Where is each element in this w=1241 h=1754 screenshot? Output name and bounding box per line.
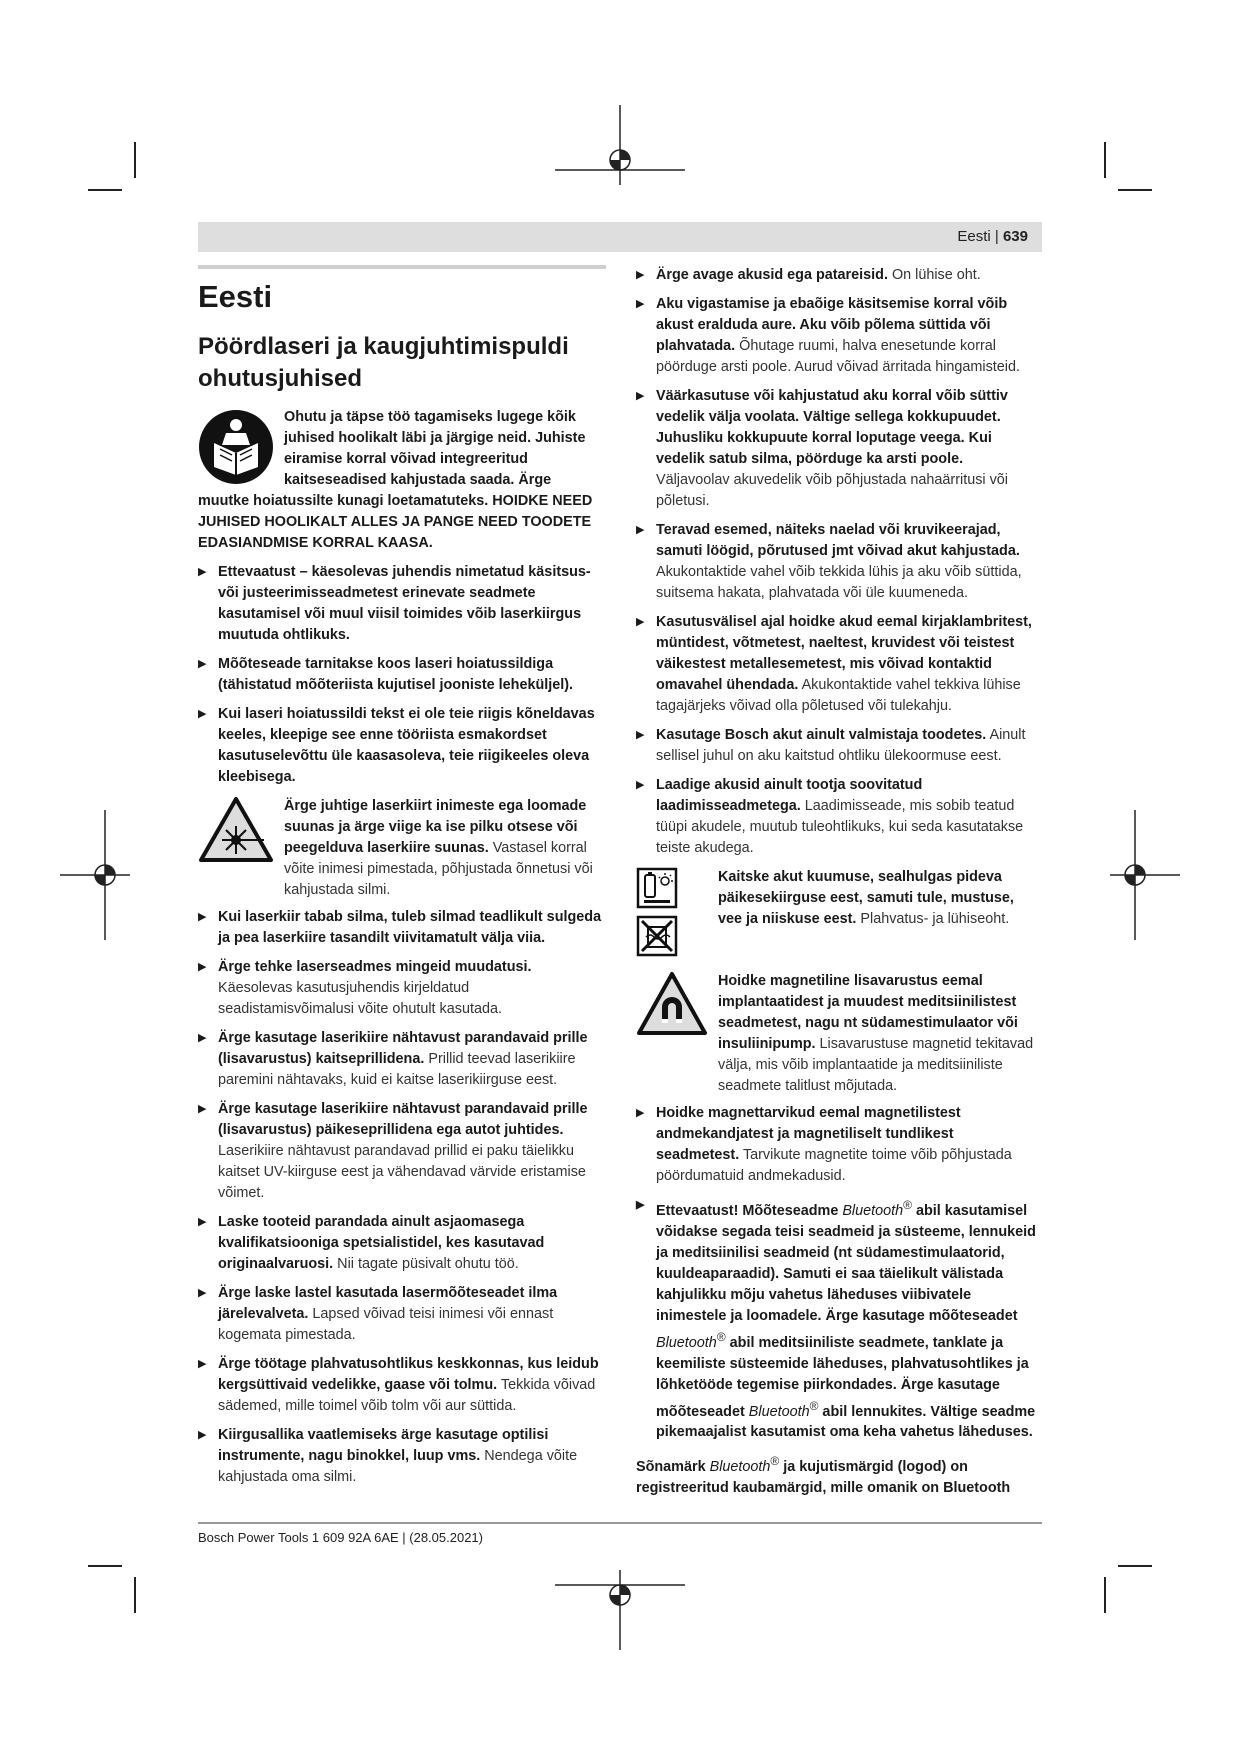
item-bold: Kui laserkiir tabab silma, tuleb silmad teadlikult sulgeda ja pea laserkiire tasandilt viivitamatult välja viia. (218, 909, 602, 946)
list-item (198, 1283, 606, 1346)
item-normal: Õhutage ruumi, halva enesetunde korral pöörduge arsti poole. Aurud võivad ärritada hingamisteid. (656, 338, 1020, 375)
intro-block (198, 407, 606, 554)
crop-mark (1104, 1577, 1106, 1613)
list-item (636, 386, 1040, 512)
item-bold: Kiirgusallika vaatlemiseks ärge kasutage optilisi instrumente, nagu binokkel, luup vms. (218, 1427, 549, 1464)
bt-text-1: Ettevaatust! Mõõteseadme (656, 1202, 843, 1219)
item-bold: Ärge töötage plahvatusohtlikus keskkonnas, kus leidub kergsüttivaid vedelikke, gaase või tolmu. (218, 1356, 599, 1393)
heat-warning-block (636, 867, 1040, 957)
bluetooth-term: Bluetooth (842, 1202, 904, 1219)
item-normal: Nii tagate püsivalt ohutu töö. (333, 1256, 519, 1272)
bullet-triangle-icon: ▶ (198, 1216, 207, 1228)
crop-mark (88, 1565, 122, 1567)
trademark-text (636, 1451, 1040, 1499)
bullet-triangle-icon: ▶ (636, 779, 645, 791)
item-normal: Akukontaktide vahel võib tekkida lühis ja aku võib süttida, suitsema hakata, plahvatada või üle kuumeneda. (656, 564, 1022, 601)
bullet-triangle-icon: ▶ (636, 729, 645, 741)
header-language: Eesti (957, 228, 991, 245)
left-column (198, 265, 606, 1496)
item-normal: Käesolevas kasutusjuhendis kirjeldatud seadistamisvõimalusi võite ohutult kasutada. (218, 980, 502, 1017)
bullet-triangle-icon: ▶ (636, 1199, 645, 1211)
item-normal: Laadimisseade, mis sobib teatud tüüpi akudele, muutub tuleohtlikuks, kui seda kasutatakse teiste akudega. (656, 798, 1024, 856)
item-bold: Mõõteseade tarnitakse koos laseri hoiatussildiga (tähistatud mõõteriista kujutisel jooniste leheküljel). (218, 656, 574, 693)
item-bold: Kasutage Bosch akut ainult valmistaja toodetes. (656, 727, 987, 743)
item-normal: Väljavoolav akuvedelik võib põhjustada nahaärritusi või põletusi. (656, 472, 1008, 509)
reg-sign: ® (716, 1329, 726, 1344)
bt-text-4: abil lennukites. Vältige seadme pikemaajalist kasutamist oma keha vahetus läheduses. (656, 1403, 1036, 1441)
item-normal: Laserikiire nähtavust parandavad prillid ei paku täielikku kaitset UV-kiirguse eest ja vähendavad värvide eristamise võimet. (218, 1143, 586, 1201)
list-item (198, 907, 606, 949)
bullet-triangle-icon: ▶ (636, 1107, 645, 1119)
bullet-triangle-icon: ▶ (198, 566, 207, 578)
laser-warning-icon (198, 796, 274, 864)
item-bold: Ärge kasutage laserikiire nähtavust parandavaid prille (lisavarustus) päikeseprillidena ega autot juhtides. (218, 1101, 588, 1138)
list-item (198, 1425, 606, 1488)
item-bold: Ettevaatust – käesolevas juhendis nimetatud käsitsus- või justeerimisseadmetest erinevate seadmete kasutamisel või muul viisil toimides võib laserkiirgus muutuda ohtlikuks. (218, 564, 591, 643)
crop-mark (1118, 1565, 1152, 1567)
bullet-triangle-icon: ▶ (636, 269, 645, 281)
list-item (198, 562, 606, 646)
magnet-warning-normal: Lisavarustuse magnetid tekitavad välja, mis võib implantaatide ja meditsiiniliste seadmete talitlust mõjutada. (718, 1036, 1034, 1094)
laser-warning-block (198, 796, 606, 901)
bullet-triangle-icon: ▶ (198, 1358, 207, 1370)
bluetooth-warning-item (636, 1195, 1040, 1443)
page-number: 639 (1002, 228, 1028, 245)
bluetooth-term: Bluetooth (709, 1459, 771, 1476)
wordmark-text-1: Sõnamärk (636, 1459, 710, 1476)
list-item (636, 725, 1040, 767)
reg-sign: ® (770, 1454, 780, 1469)
registration-mark-icon (1110, 810, 1180, 940)
footer-text: Bosch Power Tools 1 609 92A 6AE | (28.05.2021) (198, 1530, 483, 1545)
no-water-icon (636, 915, 678, 957)
list-item (198, 957, 606, 1020)
laser-warning-bold: Ärge juhtige laserkiirt inimeste ega loomade suunas ja ärge viige ka ise pilku otsese või peegelduva laserkiire suunas. (284, 798, 587, 856)
crop-mark (1118, 189, 1152, 191)
item-normal: Akukontaktide vahel tekkiva lühise tagajärjeks võivad olla põletused või tulekahju. (656, 677, 1021, 714)
bullet-triangle-icon: ▶ (198, 708, 207, 720)
list-item (198, 1099, 606, 1204)
page-header (198, 222, 1042, 252)
registration-mark-icon (550, 1570, 690, 1650)
section-title: Eesti (198, 279, 273, 314)
item-bold: Laske tooteid parandada ainult asjaomasega kvalifikatsiooniga spetsialistidel, kes kasutavad originaalvaruosi. (218, 1214, 545, 1272)
item-bold: Ärge avage akusid ega patareisid. (656, 267, 888, 283)
item-normal: Prillid teevad laserikiire paremini nähtavaks, kuid ei kaitse laserikiirguse eest. (218, 1051, 576, 1088)
magnet-warning-bold: Hoidke magnetiline lisavarustus eemal implantaatidest ja muudest meditsiinilistest seadmetest, nagu nt südamestimulaator või insuliinipump. (718, 973, 1018, 1052)
magnet-warning-text (718, 971, 1040, 1097)
right-column (636, 265, 1040, 1499)
intro-text: Ohutu ja täpse töö tagamiseks lugege kõik juhised hoolikalt läbi ja järgige neid. Juhiste eiramise korral võivad integreeritud kaitseseadised kahjustada saada. Ärge muutke hoiatussilte kunagi loetamatuteks. HOIDKE NEED JUHISED HOOLIKALT ALLES JA PANGE NEED TOODETE EDASIANDMISE KORRAL KAASA. (198, 409, 593, 551)
laser-warning-normal: Vastasel korral võite inimesi pimestada, põhjustada õnnetusi või kahjustada silmi. (284, 840, 593, 898)
bullet-triangle-icon: ▶ (636, 616, 645, 628)
item-bold: Kasutusvälisel ajal hoidke akud eemal kirjaklambritest, müntidest, võtmetest, naeltest, kruvidest või teistest väikestest metallesemetest, mis võivad kontaktid omavahel ühendada. (656, 614, 1032, 693)
item-bold: Hoidke magnettarvikud eemal magnetilistest andmekandjatest ja magnetiliselt tundlikest seadmetest. (656, 1105, 961, 1163)
item-normal: Tarvikute magnetite toime võib põhjustada pöördumatuid andmekadusid. (656, 1147, 1012, 1184)
crop-mark (134, 1577, 136, 1613)
item-normal: Nendega võite kahjustada oma silmi. (218, 1448, 578, 1485)
heat-warning-bold: Kaitske akut kuumuse, sealhulgas pideva päikesekiirguse eest, samuti tule, mustuse, vee ja niiskuse eest. (718, 869, 1014, 927)
item-bold: Ärge laske lastel kasutada lasermõõteseadet ilma järelevalveta. (218, 1285, 558, 1322)
heat-sun-icon (636, 867, 678, 909)
bullet-triangle-icon: ▶ (198, 1103, 207, 1115)
bullet-triangle-icon: ▶ (198, 911, 207, 923)
bullet-triangle-icon: ▶ (636, 524, 645, 536)
header-separator: | (994, 228, 999, 245)
list-item (198, 1354, 606, 1417)
list-item (636, 265, 1040, 286)
laser-warning-text (284, 796, 606, 901)
bullet-triangle-icon: ▶ (636, 298, 645, 310)
heat-warning-icons (636, 867, 708, 957)
wordmark-text-2: ja kujutismärgid (logod) on registreeritud kaubamärgid, mille omanik on Bluetooth (636, 1459, 1011, 1497)
crop-mark (134, 142, 136, 178)
list-item (636, 775, 1040, 859)
crop-mark (88, 189, 122, 191)
bt-text-2: abil kasutamisel võidakse segada teisi seadmeid ja süsteeme, lennukeid ja meditsiinilisi seadmeid (nt südamestimulaatorid, kuuldeaparaadid). Samuti ei saa täielikult välistada kahjulikku mõju vahetus läheduses viibivatele inimestele ja loomadele. Ärge kasutage mõõteseadet (656, 1202, 1036, 1324)
list-item (198, 704, 606, 788)
list-item (198, 1212, 606, 1275)
bullet-triangle-icon: ▶ (198, 1287, 207, 1299)
section-subtitle: Pöördlaseri ja kaugjuhtimispuldi ohutusjuhised (198, 333, 569, 392)
reg-sign: ® (809, 1398, 819, 1413)
heat-warning-text (718, 867, 1040, 930)
list-item (198, 654, 606, 696)
header-text (957, 228, 1028, 245)
bt-text-3: abil meditsiiniliste seadmete, tanklate ja keemiliste süsteemide läheduses, plahvatusohtlikes ja lõhketööde tegemise piirkondades. Ärge kasutage mõõteseadet (656, 1334, 1029, 1420)
bluetooth-term: Bluetooth (656, 1334, 717, 1351)
list-item (636, 520, 1040, 604)
item-bold: Väärkasutuse või kahjustatud aku korral võib süttiv vedelik välja voolata. Vältige sellega kokkupuudet. Juhusliku kokkupuute korral loputage veega. Kui vedelik satub silma, pöörduge ka arsti poole. (656, 388, 1008, 467)
item-normal: Lapsed võivad teisi inimesi või ennast kogemata pimestada. (218, 1306, 554, 1343)
reg-sign: ® (903, 1198, 912, 1212)
heat-warning-normal: Plahvatus- ja lühiseoht. (856, 911, 1010, 927)
item-bold: Kui laseri hoiatussildi tekst ei ole teie riigis kõneldavas keeles, kleepige see enne tööriista esmakordset kasutuselevõttu üle kaasasoleva, teie riigikeeles oleva kleebisega. (218, 706, 595, 785)
bullet-triangle-icon: ▶ (198, 1032, 207, 1044)
title-rule (198, 265, 606, 269)
item-bold: Teravad esemed, näiteks naelad või kruvikeerajad, samuti löögid, põrutused jmt võivad akut kahjustada. (656, 522, 1020, 559)
registration-mark-icon (550, 105, 690, 185)
item-normal: On lühise oht. (887, 267, 981, 283)
bullet-triangle-icon: ▶ (198, 658, 207, 670)
item-bold: Ärge tehke laserseadmes mingeid muudatusi. (218, 959, 532, 975)
item-normal: Ainult sellisel juhul on aku kaitstud ohtliku ülekoormuse eest. (656, 727, 1026, 764)
bullet-triangle-icon: ▶ (198, 961, 207, 973)
item-bold: Ärge kasutage laserikiire nähtavust parandavaid prille (lisavarustus) kaitseprillidena. (218, 1030, 588, 1067)
magnet-warning-icon (636, 971, 708, 1037)
magnet-warning-block (636, 971, 1040, 1097)
list-item (636, 612, 1040, 717)
crop-mark (1104, 142, 1106, 178)
bullet-triangle-icon: ▶ (198, 1429, 207, 1441)
list-item (636, 294, 1040, 378)
item-bold: Laadige akusid ainult tootja soovitatud laadimisseadmetega. (656, 777, 923, 814)
item-normal: Tekkida võivad sädemed, mille toimel võib tolm või aur süttida. (218, 1377, 596, 1414)
bullet-triangle-icon: ▶ (636, 390, 645, 402)
registration-mark-icon (60, 810, 130, 940)
read-manual-icon (198, 409, 274, 485)
footer-rule (198, 1522, 1042, 1524)
list-item (636, 1103, 1040, 1187)
item-bold: Aku vigastamise ja ebaõige käsitsemise korral võib akust eralduda aure. Aku võib põlema süttida või plahvatada. (656, 296, 1008, 354)
list-item (198, 1028, 606, 1091)
bluetooth-term: Bluetooth (748, 1403, 810, 1420)
